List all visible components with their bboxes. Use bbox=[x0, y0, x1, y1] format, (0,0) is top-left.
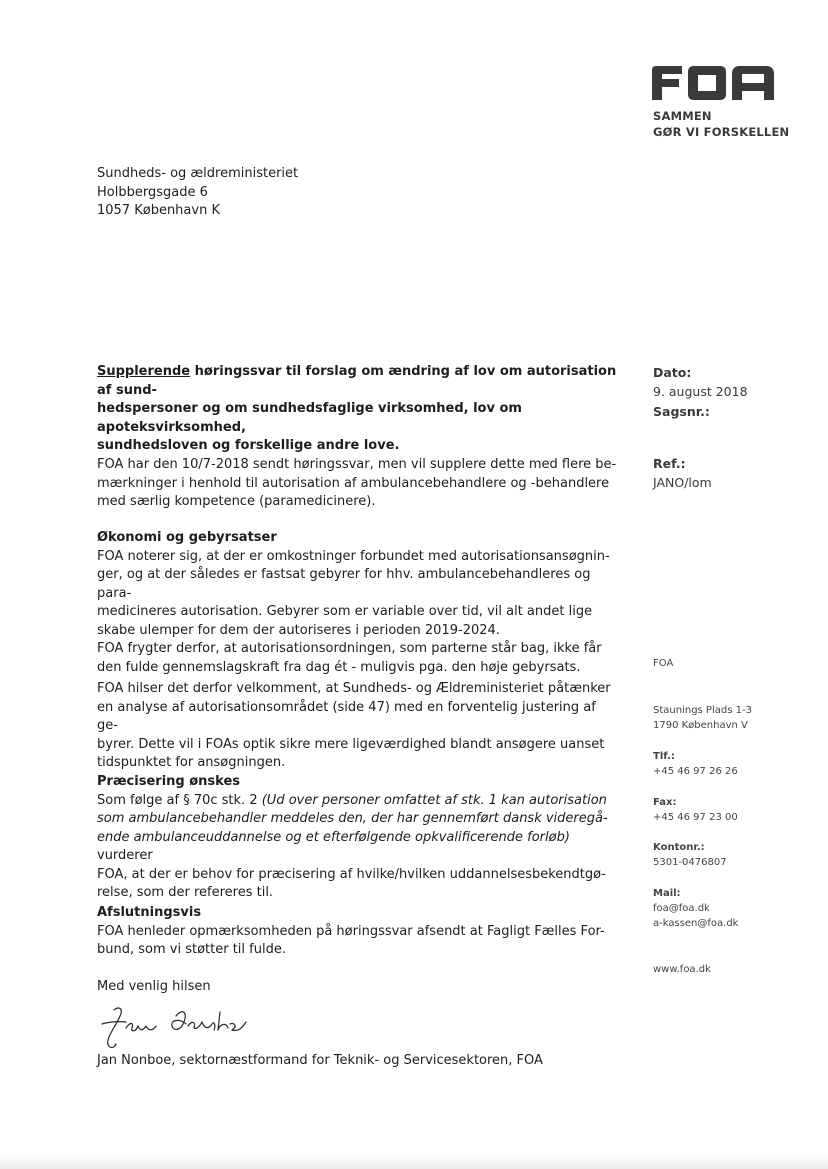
sidebar-fax bbox=[653, 795, 738, 825]
logo-tagline bbox=[653, 109, 789, 140]
clarify-l1-italic: (Ud over personer omfattet af stk. 1 kan autorisation bbox=[261, 792, 607, 808]
welcome-line: FOA hilser det derfor velkomment, at Sundheds- og Ældreministeriet påtænker bbox=[97, 681, 611, 696]
subject-line-1-rest: høringssvar til forslag om ændring af lov om autorisation af sund- bbox=[97, 364, 617, 398]
signer-name: Jan Nonboe, sektornæstformand for Teknik- og Servicesektoren, FOA bbox=[97, 1053, 543, 1068]
sidebar-address bbox=[653, 703, 752, 733]
ref-value: JANO/lom bbox=[653, 475, 712, 490]
date-value: 9. august 2018 bbox=[653, 384, 748, 399]
economy-line: ger, og at der således er fastsat gebyrer for hhv. ambulancebehandleres og para- bbox=[97, 567, 591, 601]
economy-heading: Økonomi og gebyrsatser bbox=[97, 530, 277, 545]
handwritten-signature bbox=[96, 1002, 256, 1052]
tagline-line-2: GØR VI FORSKELLEN bbox=[653, 124, 790, 139]
closing-line: bund, som vi støtter til fulde. bbox=[97, 942, 286, 957]
tagline-line-1: SAMMEN bbox=[653, 109, 712, 123]
economy-line: skabe ulemper for dem der autoriseres i perioden 2019-2024. bbox=[97, 622, 500, 638]
phone-value: +45 46 97 26 26 bbox=[653, 766, 738, 777]
subject-line-1 bbox=[97, 363, 617, 400]
mail-link[interactable]: a-kassen@foa.dk bbox=[653, 918, 739, 929]
economy-line: FOA frygter derfor, at autorisationsordningen, som parterne står bag, ikke får bbox=[97, 641, 602, 656]
date-label: Dato: bbox=[653, 365, 692, 380]
ref-label: Ref.: bbox=[653, 456, 686, 471]
subject-line-3: sundhedsloven og forskellige andre love. bbox=[97, 438, 400, 453]
recipient-street: Holbbergsgade 6 bbox=[97, 184, 208, 200]
fax-value: +45 46 97 23 00 bbox=[653, 812, 738, 823]
section-closing bbox=[97, 904, 617, 960]
account-label: Kontonr.: bbox=[653, 842, 705, 853]
letter-subject bbox=[97, 363, 617, 456]
section-economy bbox=[97, 529, 617, 677]
meta-ref bbox=[653, 454, 712, 492]
intro-line: med særlig kompetence (paramedicinere). bbox=[97, 494, 376, 509]
sidebar-mail bbox=[653, 886, 738, 931]
account-value: 5301-0476807 bbox=[653, 857, 727, 868]
sidebar-website[interactable]: www.foa.dk bbox=[653, 964, 711, 975]
economy-line: FOA noterer sig, at der er omkostninger forbundet med autorisationsansøgnin- bbox=[97, 548, 610, 564]
clarify-line-3 bbox=[97, 829, 617, 866]
sidebar-org: FOA bbox=[653, 658, 674, 669]
clarify-l1-plain: Som følge af § 70c stk. 2 bbox=[97, 792, 262, 808]
clarify-l3-plain: vurderer bbox=[97, 848, 153, 863]
welcome-line: byrer. Dette vil i FOAs optik sikre mere ligeværdighed blandt ansøgere uanset bbox=[97, 736, 605, 752]
economy-line: den fulde gennemslagskraft fra dag ét - muligvis pga. den høje gebyrsats. bbox=[97, 659, 581, 675]
economy-line: medicineres autorisation. Gebyrer som er variable over tid, vil alt andet lige bbox=[97, 604, 593, 619]
section-clarification bbox=[97, 773, 617, 903]
body-intro bbox=[97, 456, 617, 512]
meta-date bbox=[653, 363, 748, 421]
sidebar-account bbox=[653, 840, 727, 870]
page-bottom-edge bbox=[0, 1155, 828, 1169]
mail-label: Mail: bbox=[653, 888, 681, 899]
clarify-line-1 bbox=[97, 792, 617, 811]
fax-label: Fax: bbox=[653, 797, 677, 808]
welcome-line: en analyse af autorisationsområdet (side 47) med en forventelig justering af ge- bbox=[97, 699, 596, 733]
clarify-line-2: som ambulancebehandler meddeles den, der har gennemført dansk videregå- bbox=[97, 811, 608, 826]
subject-lead: Supplerende bbox=[97, 364, 191, 379]
recipient-name: Sundheds- og ældreministeriet bbox=[97, 166, 299, 181]
clarify-heading: Præcisering ønskes bbox=[97, 774, 241, 789]
clarify-line-5: relse, som der refereres til. bbox=[97, 885, 274, 900]
closing-heading: Afslutningsvis bbox=[97, 905, 202, 920]
mail-link[interactable]: foa@foa.dk bbox=[653, 903, 710, 914]
intro-line: mærkninger i henhold til autorisation af ambulancebehandlere og -behandlere bbox=[97, 475, 610, 491]
recipient-address bbox=[97, 165, 298, 221]
subject-line-2: hedspersoner og om sundhedsfaglige virksomhed, lov om apoteksvirksomhed, bbox=[97, 401, 522, 435]
closing-line: FOA henleder opmærksomheden på høringssvar afsendt at Fagligt Fælles For- bbox=[97, 923, 605, 939]
sidebar-phone bbox=[653, 749, 738, 779]
address-line: Staunings Plads 1-3 bbox=[653, 705, 752, 716]
clarify-l3-italic: ende ambulanceuddannelse og et efterfølgende opkvalificerende forløb) bbox=[97, 829, 570, 845]
foa-logo bbox=[652, 64, 774, 100]
recipient-city: 1057 København K bbox=[97, 203, 220, 218]
address-line: 1790 København V bbox=[653, 720, 748, 731]
section-welcome bbox=[97, 680, 617, 773]
case-label: Sagsnr.: bbox=[653, 404, 710, 419]
intro-line: FOA har den 10/7-2018 sendt høringssvar, men vil supplere dette med flere be- bbox=[97, 457, 617, 472]
greeting: Med venlig hilsen bbox=[97, 979, 211, 994]
clarify-line-4: FOA, at der er behov for præcisering af hvilke/hvilken uddannelsesbekendtgø- bbox=[97, 866, 606, 882]
phone-label: Tlf.: bbox=[653, 751, 675, 762]
welcome-line: tidspunktet for ansøgningen. bbox=[97, 755, 286, 770]
